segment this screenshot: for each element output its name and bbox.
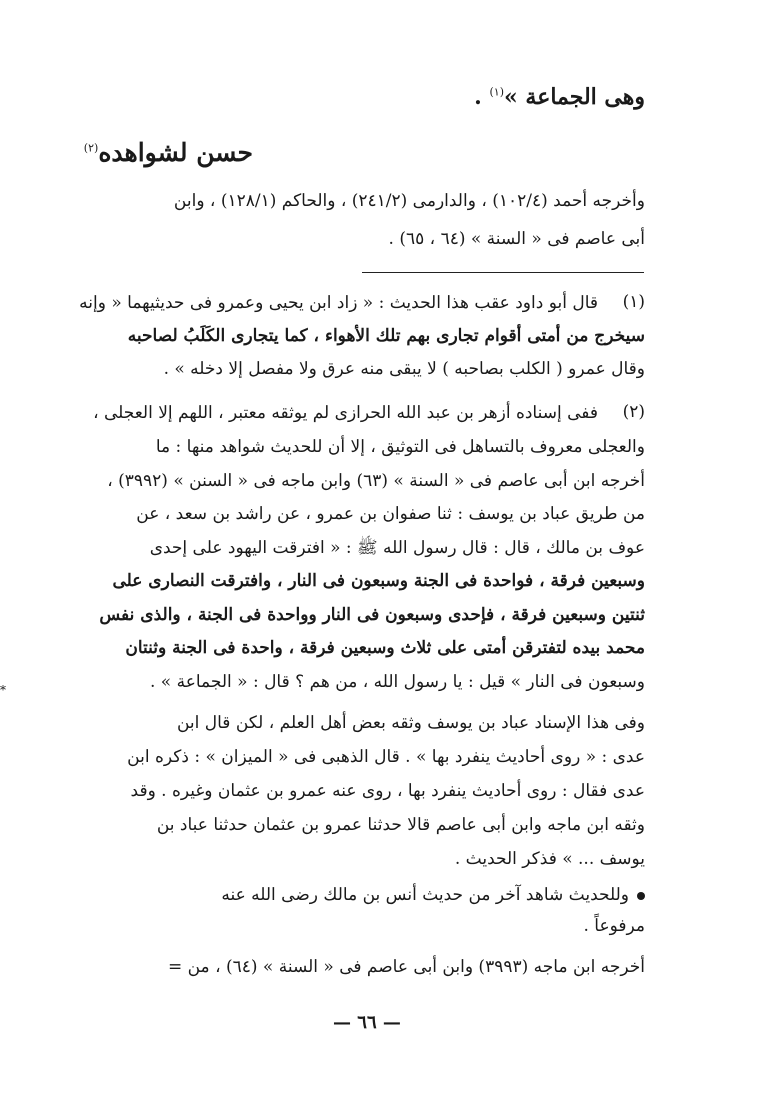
footnote-line: وسبعين فرقة ، فواحدة فى الجنة وسبعون فى النار ، وافترقت النصارى على [112, 571, 645, 591]
takhrij-line: أبى عاصم فى « السنة » (٦٤ ، ٦٥) . [388, 229, 645, 249]
paragraph-line: وفى هذا الإسناد عباد بن يوسف وثقه بعض أهل العلم ، لكن قال ابن [176, 713, 645, 733]
footnote-line: ففى إسناده أزهر بن عبد الله الحرازى لم يوثقه معتبر ، اللهم إلا العجلى ، [93, 403, 598, 423]
paragraph-line: وللحديث شاهد آخر من حديث أنس بن مالك رضى الله عنه [92, 884, 645, 906]
takhrij-line: وأخرجه أحمد (١٠٢/٤) ، والدارمى (٢٤١/٢) ، والحاكم (١٢٨/١) ، وابن [173, 191, 645, 211]
footnote-line: وقال عمرو ( الكلب بصاحبه ) لا يبقى منه عرق ولا مفصل إلا دخله » . [163, 359, 645, 379]
footnote-line: من طريق عباد بن يوسف : ثنا صفوان بن عمرو ، عن راشد بن سعد ، عن [136, 504, 645, 524]
footnote-line: أخرجه ابن أبى عاصم فى « السنة » (٦٣) وابن ماجه فى « السنن » (٣٩٩٢) ، [107, 471, 645, 491]
footnote-separator [362, 272, 644, 273]
paragraph-line: مرفوعاً . [583, 916, 645, 936]
footnote-line: سيخرج من أمتى أقوام تجارى بهم تلك الأهواء ، كما يتجارى الكَلَبُ لصاحبه [127, 326, 645, 346]
page-number: — ٦٦ — [333, 1012, 401, 1033]
footnote-ref-1[interactable]: (١) [489, 85, 504, 99]
paragraph-line: يوسف ... » فذكر الحديث . [454, 849, 645, 869]
footnote-line: محمد بيده لتفترقن أمتى على ثلاث وسبعين فرقة ، واحدة فى الجنة وثنتان [125, 638, 645, 658]
paragraph-line: عدى فقال : روى أحاديث ينفرد بها ، روى عنه عمرو بن عثمان وغيره . وقد [130, 781, 645, 801]
hadith-ending-line: وهى الجماعة »$^{(١)}$ . [474, 84, 645, 110]
footnote-ref-2[interactable]: (٢) [83, 141, 99, 155]
footnote-number: (١) [622, 292, 645, 312]
footnote-line: وسبعون فى النار » قيل : يا رسول الله ، من هم ؟ قال : « الجماعة » . [149, 672, 645, 692]
margin-mark: * [0, 683, 6, 697]
footnote-line: ثنتين وسبعين فرقة ، فإحدى وسبعون فى النار وواحدة فى الجنة ، والذى نفس [99, 605, 645, 625]
footnote-line: والعجلى معروف بالتساهل فى التوثيق ، إلا أن للحديث شواهد منها : ما [155, 437, 645, 457]
footnote-number: (٢) [622, 402, 645, 422]
footnote-line: عوف بن مالك ، قال : قال رسول الله ﷺ : « افترقت اليهود على إحدى [149, 538, 645, 558]
footnote-line: قال أبو داود عقب هذا الحديث : « زاد ابن يحيى وعمرو فى حديثيهما « وإنه [79, 293, 598, 313]
paragraph-line: وثقه ابن ماجه وابن أبى عاصم قالا حدثنا عمرو بن عثمان حدثنا عباد بن [156, 815, 645, 835]
paragraph-line: أخرجه ابن ماجه (٣٩٩٣) وابن أبى عاصم فى « السنة » (٦٤) ، من = [167, 957, 645, 977]
bullet-icon [637, 892, 645, 900]
hadith-grade-heading: حسن لشواهده$^{(٢)}$ [83, 138, 253, 167]
paragraph-line: عدى : « روى أحاديث ينفرد بها » . قال الذهبى فى « الميزان » : ذكره ابن [127, 747, 645, 767]
